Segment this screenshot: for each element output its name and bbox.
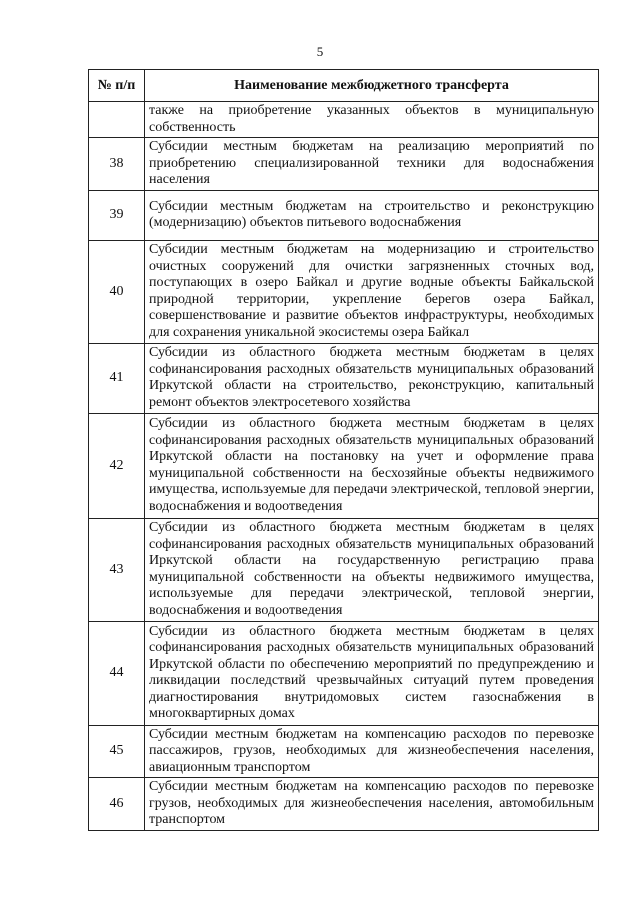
- row-text: также на приобретение указанных объектов в муниципальную собственность: [145, 102, 599, 138]
- table-row: [89, 190, 599, 240]
- table-row: [89, 518, 599, 621]
- table-row: [89, 778, 599, 831]
- row-number: 44: [89, 621, 145, 725]
- row-number: [89, 102, 145, 138]
- header-num: № п/п: [89, 70, 145, 102]
- row-text: Субсидии из областного бюджета местным бюджетам в целях софинансирования расходных обязательств муниципальных образований Иркутской области на государственную регистрацию права муниципальной собственности на объекты недвижимого имущества, используемые для передачи электрической, тепловой энергии, водоснабжения и водоотведения: [145, 518, 599, 621]
- header-name: Наименование межбюджетного трансферта: [145, 70, 599, 102]
- row-text: Субсидии из областного бюджета местным бюджетам в целях софинансирования расходных обязательств муниципальных образований Иркутской области на строительство, реконструкцию, капитальный ремонт объектов электросетевого хозяйства: [145, 343, 599, 413]
- page-number: 5: [316, 44, 324, 59]
- row-number: 43: [89, 518, 145, 621]
- row-text: Субсидии из областного бюджета местным бюджетам в целях софинансирования расходных обязательств муниципальных образований Иркутской области на постановку на учет и оформление права муниципальной собственности на бесхозяйные объекты недвижимого имущества, используемые для передачи электрической, тепловой энергии, водоснабжения и водоотведения: [145, 413, 599, 518]
- row-number: 38: [89, 138, 145, 191]
- row-text: Субсидии местным бюджетам на реализацию мероприятий по приобретению специализированной техники для водоснабжения населения: [145, 138, 599, 191]
- table-row: [89, 725, 599, 778]
- table-header-row: [89, 70, 599, 102]
- table-row: [89, 621, 599, 725]
- table-row: [89, 138, 599, 191]
- row-text: Субсидии местным бюджетам на компенсацию расходов по перевозке пассажиров, грузов, необходимых для жизнеобеспечения населения, авиационным транспортом: [145, 725, 599, 778]
- table-row: [89, 102, 599, 138]
- table-row: [89, 240, 599, 343]
- row-text: Субсидии местным бюджетам на модернизацию и строительство очистных сооружений для очистки загрязненных сточных вод, поступающих в озеро Байкал и другие водные объекты Байкальской природной территории, укрепление берегов озера Байкал, совершенствование и развитие объектов инфраструктуры, необходимых для сохранения уникальной экосистемы озера Байкал: [145, 240, 599, 343]
- row-number: 41: [89, 343, 145, 413]
- row-text: Субсидии местным бюджетам на строительство и реконструкцию (модернизацию) объектов питьевого водоснабжения: [145, 190, 599, 240]
- row-number: 45: [89, 725, 145, 778]
- row-number: 46: [89, 778, 145, 831]
- row-number: 40: [89, 240, 145, 343]
- table-row: [89, 413, 599, 518]
- row-number: 42: [89, 413, 145, 518]
- row-text: Субсидии из областного бюджета местным бюджетам в целях софинансирования расходных обязательств муниципальных образований Иркутской области по обеспечению мероприятий по предупреждению и ликвидации последствий чрезвычайных ситуаций путем проведения диагностирования внутридомовых систем газоснабжения в многоквартирных домах: [145, 621, 599, 725]
- table-row: [89, 343, 599, 413]
- transfers-table: [88, 69, 599, 831]
- row-text: Субсидии местным бюджетам на компенсацию расходов по перевозке грузов, необходимых для жизнеобеспечения населения, автомобильным транспортом: [145, 778, 599, 831]
- row-number: 39: [89, 190, 145, 240]
